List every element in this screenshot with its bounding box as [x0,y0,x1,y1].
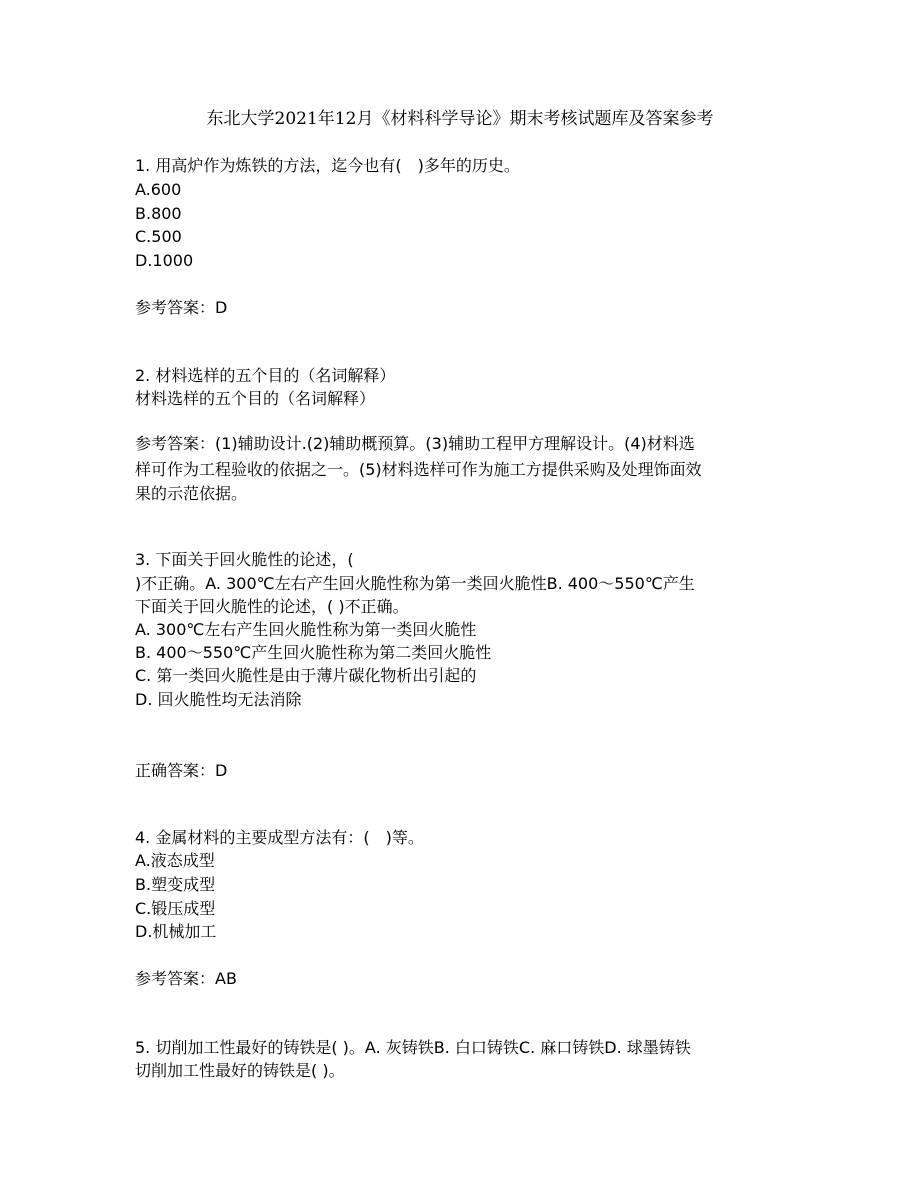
q4-option-c: C.锻压成型 [135,899,216,918]
q1-answer: 参考答案：D [135,298,228,317]
q3-stem-line-2: )不正确。A. 300℃左右产生回火脆性称为第一类回火脆性B. 400～550℃产生 [135,574,695,593]
q4-option-d: D.机械加工 [135,922,217,941]
q4-option-b: B.塑变成型 [135,875,216,894]
q5-stem-line-1: 5. 切削加工性最好的铸铁是( )。A. 灰铸铁B. 白口铸铁C. 麻口铸铁D. 球墨铸铁 [135,1038,691,1057]
q3-option-b: B. 400～550℃产生回火脆性称为第二类回火脆性 [135,643,492,662]
document-title: 东北大学2021年12月《材料科学导论》期末考核试题库及答案参考 [206,109,714,129]
q3-option-d: D. 回火脆性均无法消除 [135,690,302,709]
q4-option-a: A.液态成型 [135,851,215,870]
q3-stem-line-1: 3. 下面关于回火脆性的论述，( [135,550,354,569]
q2-restatement: 材料选样的五个目的（名词解释） [135,389,376,408]
q3-stem-line-3: 下面关于回火脆性的论述，( )不正确。 [135,597,409,616]
q1-option-c: C.500 [135,227,182,246]
q4-answer: 参考答案：AB [135,969,237,988]
q1-option-d: D.1000 [135,251,194,270]
q3-option-c: C. 第一类回火脆性是由于薄片碳化物析出引起的 [135,666,477,685]
q5-stem-line-2: 切削加工性最好的铸铁是( )。 [135,1061,345,1080]
q3-option-a: A. 300℃左右产生回火脆性称为第一类回火脆性 [135,620,477,639]
q4-stem: 4. 金属材料的主要成型方法有：( )等。 [135,828,424,847]
q2-answer-line-2: 样可作为工程验收的依据之一。(5)材料选样可作为施工方提供采购及处理饰面效 [135,460,702,479]
q2-stem: 2. 材料选样的五个目的（名词解释） [135,366,396,385]
q1-stem: 1. 用高炉作为炼铁的方法，迄今也有( )多年的历史。 [135,156,520,175]
q2-answer-line-1: 参考答案：(1)辅助设计.(2)辅助概预算。(3)辅助工程甲方理解设计。(4)材料选 [135,434,695,453]
q1-option-b: B.800 [135,204,182,223]
q2-answer-line-3: 果的示范依据。 [135,484,248,503]
q3-answer: 正确答案：D [135,761,228,780]
q1-option-a: A.600 [135,180,182,199]
